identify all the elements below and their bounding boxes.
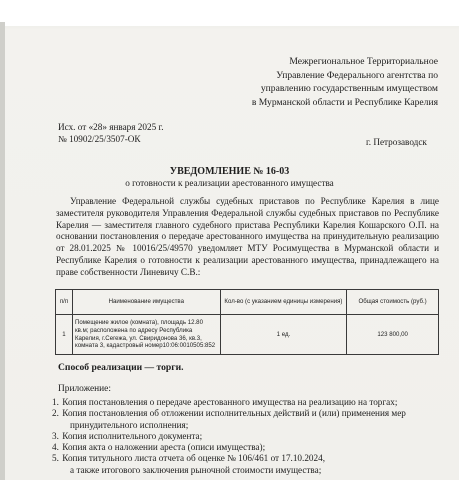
- scan-top-margin: [0, 0, 459, 26]
- appendix-list: [52, 397, 452, 476]
- item-continuation: а также итогового заключения рыночной стоимости имущества;: [70, 464, 322, 475]
- table-header-row: [56, 290, 439, 315]
- list-item: [52, 431, 452, 442]
- list-item: [52, 442, 452, 453]
- recipient-line: в Мурманской области и Республике Карелия: [251, 96, 438, 108]
- item-number: 1.: [52, 397, 59, 407]
- document-title: УВЕДОМЛЕНИЕ № 16-03: [169, 166, 290, 177]
- header-num: п/п: [56, 290, 73, 315]
- item-text: Копия исполнительного документа;: [62, 430, 203, 441]
- cell-cost: 123 800,00: [347, 315, 439, 355]
- outgoing-reference: [58, 121, 164, 145]
- table-row: [56, 315, 439, 355]
- header-qty: Кол-во (с указанием единицы измерения): [220, 290, 347, 315]
- list-item: [52, 397, 452, 408]
- document-subtitle: о готовности к реализации арестованного имущества: [125, 178, 334, 188]
- header-cost: Общая стоимость (руб.): [347, 290, 439, 315]
- scan-left-edge: [0, 22, 5, 480]
- sale-method: Способ реализации — торги.: [58, 362, 184, 373]
- item-text: Копия акта о наложении ареста (описи имущества);: [62, 442, 266, 453]
- appendix-title: Приложение:: [58, 384, 111, 394]
- reference-date: Исх. от «28» января 2025 г.: [58, 122, 164, 132]
- item-text: Копия постановления о передаче арестованного имущества на реализацию на торгах;: [62, 397, 398, 407]
- item-number: 4.: [52, 442, 59, 453]
- cell-name: Помещение жилое (комната), площадь 12.80 кв.м; расположена по адресу Республика Карелия, г.Сегежа, ул. Свиридонова 36, кв.3, комната 3, кадастровый номер10:06:0010505:852: [72, 315, 220, 355]
- list-item: [52, 408, 452, 431]
- item-number: 3.: [52, 430, 59, 441]
- item-text: Копия титульного листа отчета об оценке № 106/461 от 17.10.2024,: [62, 453, 325, 464]
- property-table: [55, 289, 439, 355]
- item-continuation: принудительного исполнения;: [70, 419, 189, 430]
- notification-body: Управление Федеральной службы судебных приставов по Республике Карелия в лице заместителя руководителя Управления Федеральной службы судебных приставов по Республике Карелия — заместителя главного судебного пристава Республики Карелия Кошарского О.П. на основании постановления о передаче арестованного имущества на принудительную реализацию от 28.01.2025 № 10016/25/49570 уведомляет МТУ Росимущества в Мурманской области и Республике Карелия о готовности к реализации арестованного имущества, принадлежащего на праве собственности Линевичу С.В.:: [56, 196, 439, 277]
- item-text: Копия постановления об отложении исполнительных действий и (или) применения мер: [62, 408, 406, 419]
- city: г. Петрозаводск: [366, 137, 427, 147]
- list-item: [52, 453, 452, 476]
- recipient-address: [248, 55, 438, 109]
- recipient-line: управлению государственным имуществом: [260, 83, 438, 95]
- header-name: Наименование имущества: [72, 290, 220, 315]
- cell-qty: 1 ед.: [220, 315, 347, 355]
- recipient-line: Управление Федерального агентства по: [276, 69, 438, 81]
- recipient-line: Межрегиональное Территориальное: [289, 56, 438, 67]
- reference-number: № 10902/25/3507-ОК: [58, 134, 141, 144]
- item-number: 2.: [52, 408, 59, 419]
- cell-num: 1: [56, 315, 73, 355]
- item-number: 5.: [52, 453, 59, 464]
